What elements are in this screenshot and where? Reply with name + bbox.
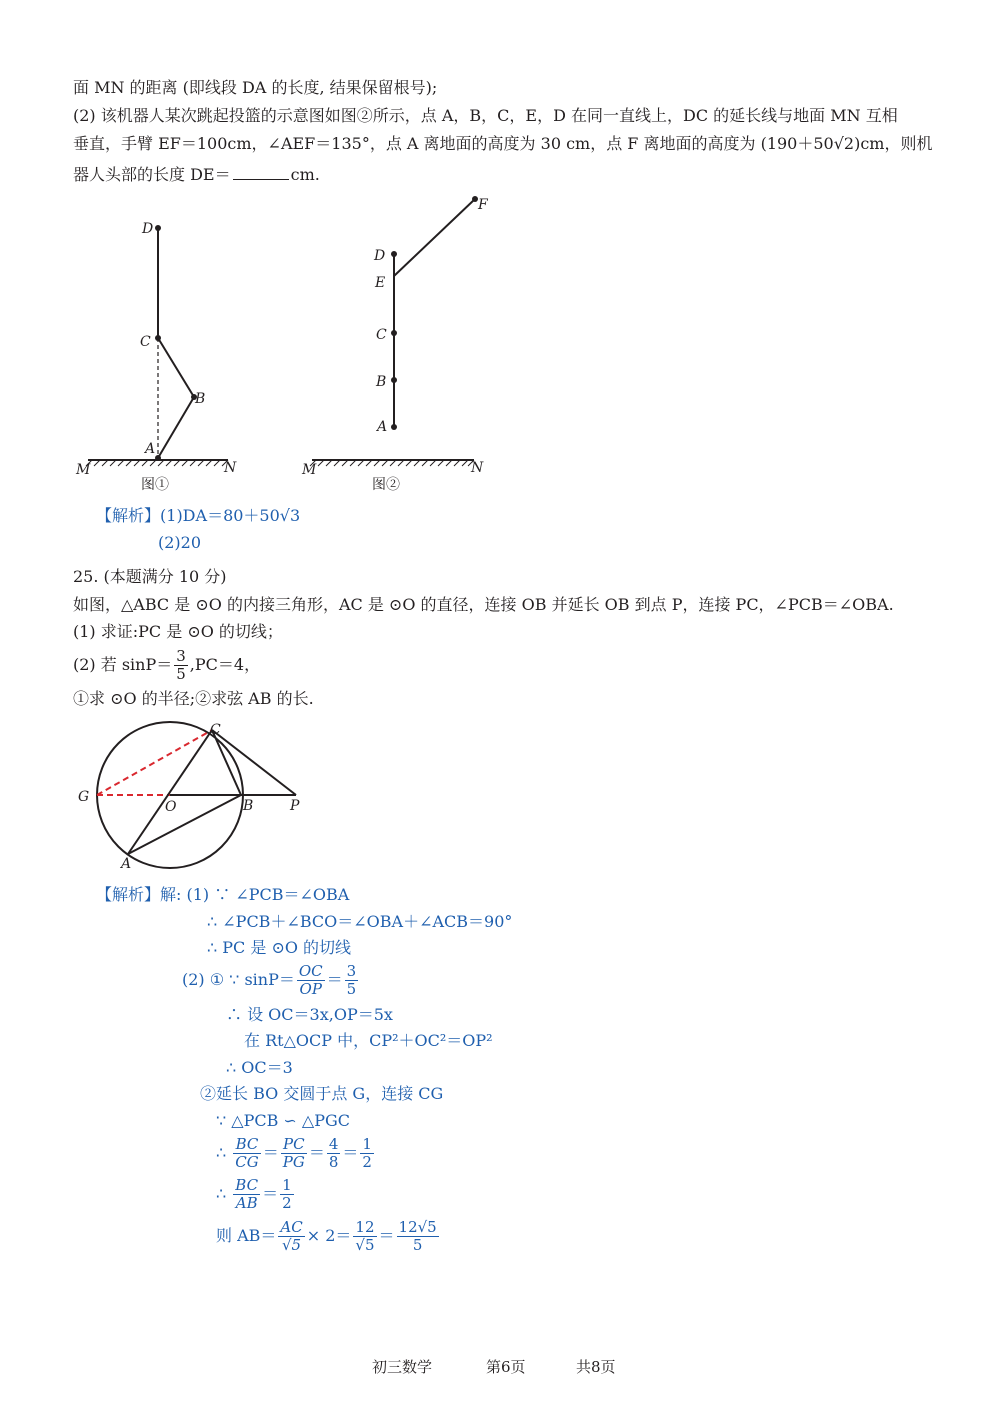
equals-sign: ＝ [326,970,343,989]
fraction-1-2 [280,1177,294,1212]
fraction-pc-pg [281,1136,307,1171]
therefore-symbol: ∴ [216,1143,227,1162]
circle-label-a: A [121,856,132,872]
fig1-label-m: M [76,462,91,478]
fraction-12-sqrt5 [353,1219,376,1254]
fraction-numerator: BC [235,1176,259,1194]
chord-bc [212,730,241,795]
q24-line4-pre: 器人头部的长度 DE＝ [73,165,231,184]
fraction-numerator: OC [298,962,323,980]
fraction-oc-op [297,963,325,998]
tangent-pc [212,730,296,795]
fraction-numerator: AC [280,1218,303,1236]
circle-label-c: C [210,722,221,738]
fraction-numerator: 3 [346,962,357,980]
fraction-denominator: PG [282,1153,305,1171]
q24-line4-post: cm. [290,165,320,184]
circle-label-p: P [290,798,300,814]
fig2-label-f: F [478,197,488,213]
q25-part2-sub: ①求 ⊙O 的半径;②求弦 AB 的长. [73,689,314,708]
q25-solution-step3: ∴ PC 是 ⊙O 的切线 [207,938,352,957]
fraction-denominator: √5 [355,1236,375,1254]
fraction-numerator: 1 [282,1176,292,1194]
fraction-denominator: 5 [346,980,357,998]
q24-solution-tag: 【解析】 [96,506,161,525]
step4-prefix: (2) ① ∵ sinP＝ [182,970,295,989]
fig1-label-b: B [195,391,206,407]
fraction-12sqrt5-5 [397,1219,439,1254]
q24-answer-1: (1)DA＝80＋50√3 [160,506,301,525]
q24-answer-2: (2)20 [158,533,202,552]
q25-header: 25. (本题满分 10 分) [73,567,227,586]
times-two: × 2＝ [306,1226,352,1245]
fig2-label-b: B [376,374,387,390]
fraction-denominator: CG [235,1153,259,1171]
fraction-denominator: 2 [362,1153,372,1171]
fig1-caption: 图① [141,477,169,493]
q25-solution-step10: ∴ $\frac{BC}{CG}$ ＝ $\frac{PC}{PG}$ ＝ $\frac{4}{8}$ ＝ $\frac{1}{2}$ [216,1135,372,1171]
fig1-label-n: N [224,460,237,476]
q24-line1: 面 MN 的距离 (即线段 DA 的长度, 结果保留根号); [73,78,438,97]
fig2-label-e: E [375,275,386,291]
fig1-label-a: A [145,441,156,457]
fig2-label-m: M [302,462,317,478]
q25-solution-step7: ∴ OC＝3 [226,1058,293,1077]
q25-solution-step8: ②延长 BO 交圆于点 G，连接 CG [200,1084,444,1103]
q25-solution-step4 [182,962,360,998]
q25-solution-line1 [96,885,349,905]
q25-part1: (1) 求证:PC 是 ⊙O 的切线； [73,622,283,641]
fraction-denominator: 5 [176,665,186,683]
fig1-label-c: C [140,334,151,350]
fraction-ac-sqrt5 [278,1219,304,1254]
fraction-numerator: 1 [362,1135,372,1153]
q25-solution-step11: ∴ $\frac{BC}{AB}$ ＝ $\frac{1}{2}$ [216,1176,292,1212]
footer-total-pages: 共8页 [576,1358,616,1376]
q25-solution-step1: 解: (1) ∵ ∠PCB＝∠OBA [160,885,350,904]
fig2-label-c: C [376,327,387,343]
fraction-4-8 [327,1136,341,1171]
q25-solution-step12: 则 AB＝ $\frac{AC}{√5}$ × 2＝ $\frac{12}{√5}$ ＝ $\frac{12√5}{5}$ [216,1218,437,1254]
fraction-denominator: 8 [328,1153,339,1171]
fraction-numerator: 12√5 [398,1218,437,1236]
fraction-numerator: BC [233,1136,260,1154]
fraction-denominator: 2 [282,1194,292,1212]
diameter-ac [128,730,212,854]
dashed-segment-gc [97,730,212,795]
step12-prefix: 则 AB＝ [216,1226,277,1245]
fig2-caption: 图② [372,477,400,493]
fraction-denominator: AB [235,1194,258,1212]
fig2-label-n: N [471,460,484,476]
q25-solution-step5: ∴ 设 OC＝3x,OP＝5x [226,1005,393,1024]
fraction-numerator: 4 [328,1135,339,1153]
fraction-denominator: 5 [412,1236,423,1254]
fraction-numerator: PC [281,1136,307,1154]
fig2-label-a: A [377,419,388,435]
q25-part2-post: ,PC＝4， [189,655,261,674]
q25-part2-pre: (2) 若 sinP＝ [73,655,173,674]
fraction-numerator: 3 [176,647,186,665]
q25-solution-step2: ∴ ∠PCB＋∠BCO＝∠OBA＋∠ACB＝90° [207,912,513,931]
q25-stem: 如图，△ABC 是 ⊙O 的内接三角形，AC 是 ⊙O 的直径，连接 OB 并延长 OB 到点 P，连接 PC，∠PCB＝∠OBA. [73,595,894,614]
footer-subject: 初三数学 [372,1358,433,1376]
circle-label-g: G [78,789,90,805]
q24-line3: 垂直，手臂 EF＝100cm，∠AEF＝135°，点 A 离地面的高度为 30 cm，点 F 离地面的高度为 (190＋50√2)cm，则机 [73,134,933,153]
therefore-symbol: ∴ [216,1184,227,1203]
fraction-3-5 [345,963,359,998]
fraction-1-2 [360,1136,374,1171]
fraction-denominator: OP [299,980,322,998]
fraction-numerator: 12 [353,1219,376,1237]
circle-label-b: B [243,798,254,814]
q25-solution-step9: ∵ △PCB ∽ △PGC [216,1111,351,1130]
circle-label-o: O [165,799,177,815]
q24-line2: (2) 该机器人某次跳起投篮的示意图如图②所示，点 A，B，C，E，D 在同一直线上，DC 的延长线与地面 MN 互相 [73,106,898,125]
fraction-bc-cg [233,1136,260,1171]
fraction-denominator: √5 [282,1236,302,1254]
q25-solution-step6: 在 Rt△OCP 中，CP²＋OC²＝OP² [244,1031,493,1050]
footer-page-number: 第6页 [486,1358,526,1376]
fraction-bc-ab [233,1177,260,1212]
q25-solution-tag: 【解析】 [96,885,161,904]
fig1-label-d: D [142,221,154,237]
fig2-label-d: D [374,248,386,264]
